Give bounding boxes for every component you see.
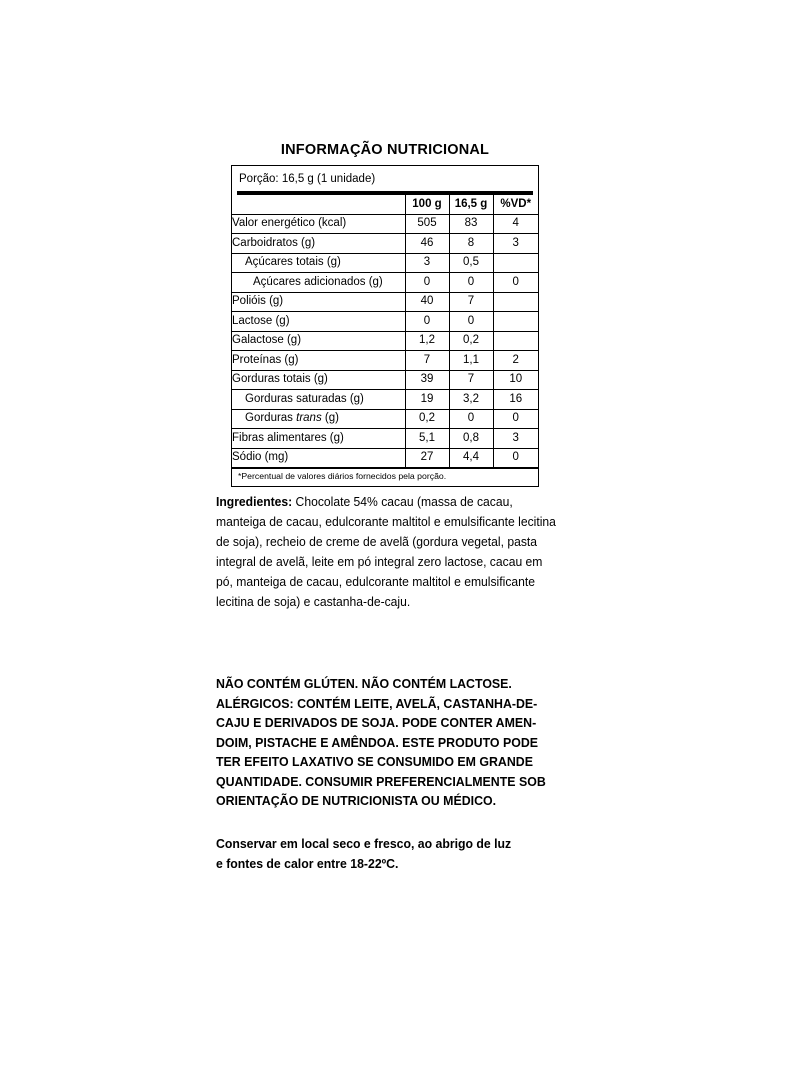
nutrient-value-vd: 3 xyxy=(493,234,538,254)
nutrient-name: Gorduras totais (g) xyxy=(232,370,405,390)
storage-instructions-section xyxy=(216,834,561,874)
nutrient-value-per-100g: 46 xyxy=(405,234,449,254)
column-header-vd: %VD* xyxy=(500,197,532,210)
nutrient-value-per-100g: 0 xyxy=(405,312,449,332)
nutrient-value-per-portion: 1,1 xyxy=(449,351,493,371)
nutrient-name: Carboidratos (g) xyxy=(232,234,405,254)
allergen-warning-line: CAJU E DERIVADOS DE SOJA. PODE CONTER AMEN- xyxy=(216,715,537,731)
nutrition-table xyxy=(232,195,538,469)
nutrition-table-head xyxy=(232,195,538,214)
nutrient-name: Lactose (g) xyxy=(232,312,405,332)
allergen-warning-line: ALÉRGICOS: CONTÉM LEITE, AVELÃ, CASTANHA-DE- xyxy=(216,695,538,711)
nutrient-value-vd xyxy=(493,253,538,273)
nutrient-value-per-100g: 0,2 xyxy=(405,409,449,429)
nutrient-value-per-portion: 4,4 xyxy=(449,448,493,468)
nutrient-name: Gorduras trans (g) xyxy=(232,409,405,429)
nutrient-name: Açúcares totais (g) xyxy=(232,253,405,273)
nutrient-value-per-100g: 19 xyxy=(405,390,449,410)
nutrient-value-per-portion: 0,2 xyxy=(449,331,493,351)
ingredients-text: Chocolate 54% cacau (massa de cacau, manteiga de cacau, edulcorante maltitol e emulsificante lecitina de soja), recheio de creme de avelã (gordura vegetal, pasta integral de avelã, leite em pó integral zero lactose, cacau em pó, manteiga de cacau, edulcorante maltitol e emulsificante lecitina de soja) e castanha-de-caju. xyxy=(216,494,556,610)
nutrient-value-vd: 4 xyxy=(493,214,538,234)
allergen-warning-line: DOIM, PISTACHE E AMÊNDOA. ESTE PRODUTO PODE xyxy=(216,734,539,750)
nutrient-value-per-portion: 0 xyxy=(449,312,493,332)
nutrient-value-vd: 0 xyxy=(493,273,538,293)
nutrient-value-per-100g: 27 xyxy=(405,448,449,468)
nutrition-facts-panel xyxy=(231,143,539,487)
nutrient-value-vd xyxy=(493,331,538,351)
nutrient-name: Polióis (g) xyxy=(232,292,405,312)
nutrient-value-per-portion: 0 xyxy=(449,273,493,293)
nutrition-row xyxy=(232,234,538,254)
nutrient-name: Galactose (g) xyxy=(232,331,405,351)
nutrient-value-per-portion: 7 xyxy=(449,370,493,390)
storage-instruction-line: Conservar em local seco e fresco, ao abrigo de luz xyxy=(216,836,512,851)
nutrient-value-vd: 0 xyxy=(493,448,538,468)
nutrient-value-per-portion: 7 xyxy=(449,292,493,312)
allergen-warning-line: TER EFEITO LAXATIVO SE CONSUMIDO EM GRANDE xyxy=(216,754,533,770)
nutrient-value-vd: 10 xyxy=(493,370,538,390)
nutrient-value-per-100g: 7 xyxy=(405,351,449,371)
nutrition-row xyxy=(232,409,538,429)
nutrient-value-per-100g: 0 xyxy=(405,273,449,293)
nutrition-row xyxy=(232,312,538,332)
nutrient-value-per-portion: 83 xyxy=(449,214,493,234)
allergen-warning-line: QUANTIDADE. CONSUMIR PREFERENCIALMENTE SOB xyxy=(216,773,546,789)
allergen-warning-line: NÃO CONTÉM GLÚTEN. NÃO CONTÉM LACTOSE. xyxy=(216,676,512,691)
portion-size-text: Porção: 16,5 g (1 unidade) xyxy=(239,172,376,185)
allergen-warning-line: ORIENTAÇÃO DE NUTRICIONISTA OU MÉDICO. xyxy=(216,793,497,809)
column-header-per-100g: 100 g xyxy=(405,195,449,214)
nutrition-row xyxy=(232,370,538,390)
nutrition-row xyxy=(232,448,538,468)
nutrition-row xyxy=(232,429,538,449)
column-header-per-portion: 16,5 g xyxy=(449,195,493,214)
storage-instruction-line: e fontes de calor entre 18-22ºC. xyxy=(216,855,399,871)
nutrient-value-vd xyxy=(493,312,538,332)
nutrition-footnote: *Percentual de valores diários fornecidos pela porção. xyxy=(238,471,447,482)
nutrient-value-per-100g: 1,2 xyxy=(405,331,449,351)
column-header-nutrient xyxy=(232,195,405,214)
nutrition-row xyxy=(232,273,538,293)
nutrition-row xyxy=(232,253,538,273)
nutrient-value-per-100g: 40 xyxy=(405,292,449,312)
nutrient-value-per-100g: 3 xyxy=(405,253,449,273)
table-header-row xyxy=(232,195,538,214)
nutrition-table-box xyxy=(231,165,539,487)
nutrient-name: Valor energético (kcal) xyxy=(232,214,405,234)
nutrient-value-vd xyxy=(493,292,538,312)
nutrition-row xyxy=(232,292,538,312)
ingredients-section xyxy=(216,492,561,612)
nutrient-name: Proteínas (g) xyxy=(232,351,405,371)
nutrient-value-vd: 3 xyxy=(493,429,538,449)
nutrient-value-per-100g: 39 xyxy=(405,370,449,390)
nutrient-value-vd: 2 xyxy=(493,351,538,371)
nutrient-name: Açúcares adicionados (g) xyxy=(232,273,405,293)
nutrient-value-per-100g: 505 xyxy=(405,214,449,234)
nutrient-value-per-portion: 0,5 xyxy=(449,253,493,273)
nutrient-value-vd: 16 xyxy=(493,390,538,410)
nutrition-table-body xyxy=(232,214,538,468)
nutrient-value-per-portion: 0 xyxy=(449,409,493,429)
nutrient-name: Fibras alimentares (g) xyxy=(232,429,405,449)
nutrient-value-per-portion: 3,2 xyxy=(449,390,493,410)
nutrient-value-per-portion: 0,8 xyxy=(449,429,493,449)
ingredients-label: Ingredientes: xyxy=(216,494,293,509)
nutrient-name: Sódio (mg) xyxy=(232,448,405,468)
allergen-warning-section xyxy=(216,674,561,811)
nutrient-value-per-portion: 8 xyxy=(449,234,493,254)
nutrient-name: Gorduras saturadas (g) xyxy=(232,390,405,410)
nutrition-panel-title: INFORMAÇÃO NUTRICIONAL xyxy=(280,142,490,158)
nutrition-row xyxy=(232,214,538,234)
nutrient-value-per-100g: 5,1 xyxy=(405,429,449,449)
nutrition-row xyxy=(232,390,538,410)
nutrient-value-vd: 0 xyxy=(493,409,538,429)
nutrition-row xyxy=(232,331,538,351)
nutrition-row xyxy=(232,351,538,371)
